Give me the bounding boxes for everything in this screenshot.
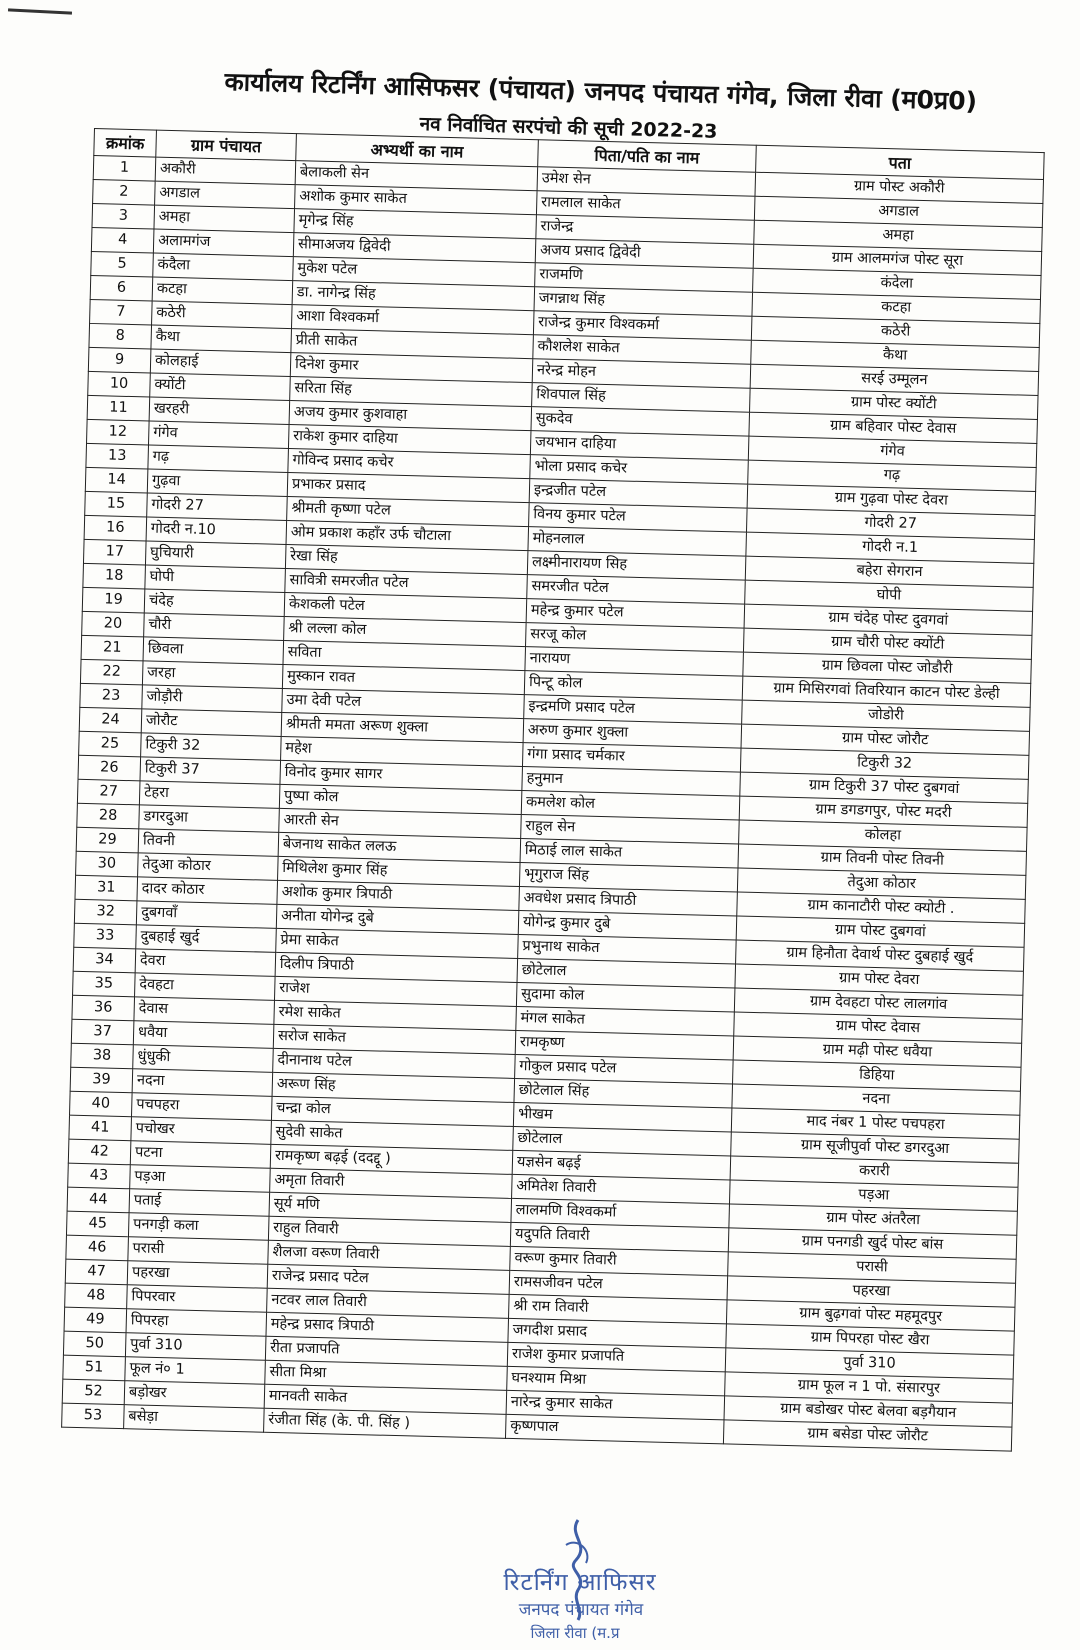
cell-address: ग्राम पिपरहा पोस्ट खैरा [726, 1324, 1015, 1355]
cell-address: गढ़ [748, 460, 1037, 491]
cell-address: ग्राम पनगडी खुर्द पोस्ट बांस [728, 1228, 1017, 1259]
cell-serial: 38 [71, 1043, 134, 1069]
cell-serial: 50 [63, 1331, 126, 1357]
cell-serial: 12 [87, 419, 150, 445]
cell-serial: 33 [74, 923, 137, 949]
cell-gram-panchayat: कठेरी [152, 301, 293, 329]
sarpanch-table-wrapper [61, 128, 1044, 1452]
cell-address: कटहा [752, 292, 1041, 323]
cell-gram-panchayat: कोलहाई [150, 349, 291, 377]
cell-gram-panchayat: गंगेव [148, 421, 289, 449]
header-gram-panchayat: ग्राम पंचायत [156, 130, 297, 161]
cell-gram-panchayat: गढ़ [148, 445, 289, 473]
cell-father-husband-name: विनय कुमार पटेल [529, 503, 748, 533]
cell-address: बहेरा सेगरान [745, 556, 1034, 587]
cell-candidate-name: रीता प्रजापति [265, 1336, 508, 1366]
cell-candidate-name: दीनानाथ पटेल [273, 1048, 516, 1078]
cell-candidate-name: मुकेश पटेल [293, 257, 536, 287]
cell-address: ग्राम गुढ़वा पोस्ट देवरा [747, 484, 1036, 515]
cell-address: गोदरी न.1 [746, 532, 1035, 563]
cell-father-husband-name: इन्द्रजीत पटेल [529, 479, 748, 509]
stamp-designation: रिटर्निंग आफिसर [503, 1568, 657, 1596]
cell-gram-panchayat: अकौरी [155, 157, 296, 185]
cell-address: अगडाल [754, 196, 1043, 227]
cell-father-husband-name: महेन्द्र कुमार पटेल [526, 599, 745, 629]
cell-father-husband-name: जयभान दाहिया [530, 431, 749, 461]
cell-serial: 9 [88, 347, 151, 373]
cell-serial: 8 [89, 323, 152, 349]
cell-address: ग्राम डगडगपुर, पोस्ट मदरी [739, 796, 1028, 827]
cell-serial: 49 [64, 1307, 127, 1333]
cell-address: ग्राम हिनौता देवार्थ पोस्ट दुबहाई खुर्द [736, 940, 1025, 971]
cell-father-husband-name: भृगुराज सिंह [519, 863, 738, 893]
cell-serial: 40 [70, 1091, 133, 1117]
cell-candidate-name: राजेश [274, 976, 517, 1006]
cell-father-husband-name: अजय प्रसाद द्विवेदी [535, 239, 754, 269]
cell-candidate-name: राजेन्द्र प्रसाद पटेल [267, 1264, 510, 1294]
cell-serial: 30 [76, 851, 139, 877]
cell-serial: 14 [85, 467, 148, 493]
cell-serial: 45 [66, 1211, 129, 1237]
cell-candidate-name: श्री लल्ला कोल [284, 616, 527, 646]
cell-gram-panchayat: पताई [129, 1189, 270, 1217]
cell-address: ग्राम टिकुरी 37 पोस्ट दुबगवां [740, 772, 1029, 803]
header-candidate-name: अभ्यर्थी का नाम [296, 134, 539, 167]
cell-father-husband-name: रामलाल साकेत [536, 191, 755, 221]
cell-candidate-name: आशा विश्वकर्मा [291, 305, 534, 335]
cell-address: ग्राम मढ़ी पोस्ट धवैया [733, 1036, 1022, 1067]
cell-father-husband-name: अमितेश तिवारी [512, 1174, 731, 1204]
cell-candidate-name: उमा देवी पटेल [282, 688, 525, 718]
cell-gram-panchayat: परासी [128, 1237, 269, 1265]
cell-serial: 6 [90, 275, 153, 301]
cell-serial: 53 [62, 1403, 125, 1429]
cell-candidate-name: सविता [283, 640, 526, 670]
cell-address: अमहा [754, 220, 1043, 251]
cell-serial: 35 [73, 971, 136, 997]
cell-father-husband-name: यदुपति तिवारी [510, 1222, 729, 1252]
cell-candidate-name: महेन्द्र प्रसाद त्रिपाठी [266, 1312, 509, 1342]
cell-address: कैथा [751, 340, 1040, 371]
cell-candidate-name: प्रीती साकेत [291, 329, 534, 359]
cell-address: ग्राम पोस्ट देवास [734, 1012, 1023, 1043]
cell-address: ग्राम मिसिरगवां तिवरियान काटन पोस्ट डेल्ही [742, 676, 1031, 707]
cell-serial: 32 [74, 899, 137, 925]
cell-serial: 36 [72, 995, 135, 1021]
cell-gram-panchayat: अलामगंज [153, 229, 294, 257]
cell-candidate-name: रेखा सिंह [285, 544, 528, 574]
cell-gram-panchayat: दुबगवाँ [136, 901, 277, 929]
cell-father-husband-name: इन्द्रमणि प्रसाद पटेल [524, 695, 743, 725]
cell-candidate-name: मृगेन्द्र सिंह [294, 209, 537, 239]
cell-serial: 29 [76, 827, 139, 853]
cell-candidate-name: श्रीमती कृष्णा पटेल [287, 497, 530, 527]
cell-candidate-name: श्रीमती ममता अरूण शुक्ला [281, 712, 524, 742]
cell-serial: 18 [83, 563, 146, 589]
cell-father-husband-name: राहुल सेन [521, 815, 740, 845]
cell-address: ग्राम फूल न 1 पो. संसारपुर [725, 1372, 1014, 1403]
header-address: पता [756, 145, 1045, 179]
cell-father-husband-name: गंगा प्रसाद चर्मकार [522, 743, 741, 773]
cell-address: घोपी [745, 580, 1034, 611]
cell-address: टिकुरी 32 [740, 748, 1029, 779]
cell-address: परासी [728, 1252, 1017, 1283]
cell-candidate-name: ओम प्रकाश कहाँर उर्फ चौटाला [286, 521, 529, 551]
cell-address: नदना [732, 1084, 1021, 1115]
cell-address: माद नंबर 1 पोस्ट पचपहरा [731, 1108, 1020, 1139]
cell-candidate-name: अशोक कुमार साकेत [295, 185, 538, 215]
cell-gram-panchayat: टेहरा [139, 781, 280, 809]
stamp-district: जिला रीवा (म.प्र [530, 1624, 620, 1642]
cell-candidate-name: अशोक कुमार त्रिपाठी [277, 880, 520, 910]
cell-father-husband-name: अरुण कुमार शुक्ला [523, 719, 742, 749]
cell-gram-panchayat: पिपरवार [127, 1285, 268, 1313]
cell-father-husband-name: योगेन्द्र कुमार दुबे [518, 911, 737, 941]
cell-father-husband-name: गोकुल प्रसाद पटेल [515, 1054, 734, 1084]
cell-father-husband-name: मोहनलाल [528, 527, 747, 557]
cell-father-husband-name: नरेन्द्र मोहन [532, 359, 751, 389]
cell-father-husband-name: प्रभुनाथ साकेत [518, 934, 737, 964]
cell-father-husband-name: छोटेलाल सिंह [514, 1078, 733, 1108]
cell-serial: 48 [65, 1283, 128, 1309]
cell-serial: 20 [82, 611, 145, 637]
cell-father-husband-name: राजेन्द्र [536, 215, 755, 245]
cell-address: जोडोरी [742, 700, 1031, 731]
cell-serial: 47 [65, 1259, 128, 1285]
cell-gram-panchayat: धवैया [133, 1021, 274, 1049]
cell-address: ग्राम सूजीपुर्वा पोस्ट डगरदुआ [731, 1132, 1020, 1163]
cell-address: गंगेव [748, 436, 1037, 467]
cell-father-husband-name: रामसजीवन पटेल [509, 1270, 728, 1300]
cell-address: कठेरी [751, 316, 1040, 347]
cell-address: ग्राम पोस्ट जोरौट [741, 724, 1030, 755]
cell-father-husband-name: श्री राम तिवारी [509, 1294, 728, 1324]
cell-candidate-name: राकेश कुमार दाहिया [288, 425, 531, 455]
cell-candidate-name: सावित्री समरजीत पटेल [285, 568, 528, 598]
cell-address: करारी [730, 1156, 1019, 1187]
cell-father-husband-name: छोटेलाल [517, 958, 736, 988]
cell-gram-panchayat: पहरखा [127, 1261, 268, 1289]
cell-gram-panchayat: क्योंटी [150, 373, 291, 401]
cell-gram-panchayat: देवहटा [135, 973, 276, 1001]
cell-father-husband-name: छोटेलाल [513, 1126, 732, 1156]
cell-gram-panchayat: कंदैला [153, 253, 294, 281]
cell-candidate-name: सीता मिश्रा [265, 1360, 508, 1390]
document-subtitle: नव निर्वाचित सरपंचो की सूची 2022-23 [419, 112, 718, 143]
cell-candidate-name: अजय कुमार कुशवाहा [289, 401, 532, 431]
cell-serial: 52 [62, 1379, 125, 1405]
cell-address: ग्राम तिवनी पोस्ट तिवनी [738, 844, 1027, 875]
cell-address: तेदुआ कोठार [737, 868, 1026, 899]
cell-father-husband-name: कमलेश कोल [521, 791, 740, 821]
cell-serial: 2 [93, 179, 156, 205]
cell-candidate-name: सूर्य मणि [269, 1192, 512, 1222]
cell-gram-panchayat: फूल नं० 1 [125, 1357, 266, 1385]
cell-address: डिहिया [733, 1060, 1022, 1091]
cell-candidate-name: बेलाकली सेन [295, 161, 538, 191]
cell-candidate-name: चन्द्रा कोल [271, 1096, 514, 1126]
cell-serial: 10 [88, 371, 151, 397]
cell-gram-panchayat: छिवला [143, 637, 284, 665]
cell-candidate-name: अनीता योगेन्द्र दुबे [276, 904, 519, 934]
cell-gram-panchayat: जोड़ौरी [142, 685, 283, 713]
cell-serial: 13 [86, 443, 149, 469]
cell-candidate-name: डा. नागेन्द्र सिंह [292, 281, 535, 311]
cell-candidate-name: नटवर लाल तिवारी [267, 1288, 510, 1318]
cell-gram-panchayat: चौरी [144, 613, 285, 641]
cell-serial: 26 [78, 755, 141, 781]
cell-gram-panchayat: पटना [130, 1141, 271, 1169]
cell-father-husband-name: यज्ञसेन बढ़ई [512, 1150, 731, 1180]
cell-father-husband-name: जगन्नाथ सिंह [534, 287, 753, 317]
cell-father-husband-name: नारायण [525, 647, 744, 677]
header-father-husband-name: पिता/पति का नाम [538, 140, 757, 173]
cell-father-husband-name: अवधेश प्रसाद त्रिपाठी [519, 887, 738, 917]
cell-candidate-name: सरिता सिंह [290, 377, 533, 407]
cell-serial: 43 [68, 1163, 131, 1189]
cell-address: पड़आ [729, 1180, 1018, 1211]
cell-serial: 24 [79, 707, 142, 733]
cell-gram-panchayat: गोदरी न.10 [146, 517, 287, 545]
cell-gram-panchayat: गोदरी 27 [147, 493, 288, 521]
cell-candidate-name: महेश [281, 736, 524, 766]
cell-gram-panchayat: बड़ोखर [124, 1381, 265, 1409]
cell-serial: 46 [66, 1235, 129, 1261]
cell-father-husband-name: वरूण कुमार तिवारी [510, 1246, 729, 1276]
cell-gram-panchayat: अमहा [154, 205, 295, 233]
cell-father-husband-name: राजमणि [535, 263, 754, 293]
cell-candidate-name: प्रभाकर प्रसाद [287, 473, 530, 503]
cell-address: ग्राम बुढ़गवां पोस्ट महमूदपुर [726, 1300, 1015, 1331]
cell-father-husband-name: शिवपाल सिंह [532, 383, 751, 413]
cell-candidate-name: रंजीता सिंह (के. पी. सिंह ) [264, 1408, 507, 1438]
cell-father-husband-name: सुदामा कोल [516, 982, 735, 1012]
cell-gram-panchayat: गुढ़वा [147, 469, 288, 497]
cell-father-husband-name: नारेन्द्र कुमार साकेत [506, 1390, 725, 1420]
cell-father-husband-name: उमेश सेन [537, 167, 756, 197]
cell-address: ग्राम छिवला पोस्ट जोडौरी [743, 652, 1032, 683]
cell-serial: 25 [79, 731, 142, 757]
cell-serial: 19 [82, 587, 145, 613]
cell-address: कंदेला [753, 268, 1042, 299]
cell-gram-panchayat: पचपहरा [131, 1093, 272, 1121]
cell-candidate-name: गोविन्द प्रसाद कचेर [288, 449, 531, 479]
cell-candidate-name: राहुल तिवारी [268, 1216, 511, 1246]
cell-candidate-name: अरूण सिंह [272, 1072, 515, 1102]
cell-serial: 22 [80, 659, 143, 685]
cell-gram-panchayat: धुंधुकी [133, 1045, 274, 1073]
cell-gram-panchayat: पुर्वा 310 [125, 1333, 266, 1361]
cell-gram-panchayat: पड़आ [130, 1165, 271, 1193]
cell-gram-panchayat: बसेड़ा [124, 1405, 265, 1433]
cell-serial: 37 [71, 1019, 134, 1045]
cell-address: ग्राम पोस्ट क्योंटी [750, 388, 1039, 419]
cell-father-husband-name: कृष्णपाल [505, 1414, 724, 1444]
cell-candidate-name: केशकली पटेल [284, 592, 527, 622]
cell-address: ग्राम पोस्ट अकौरी [755, 172, 1044, 203]
cell-gram-panchayat: नदना [132, 1069, 273, 1097]
cell-gram-panchayat: टिकुरी 32 [141, 733, 282, 761]
cell-address: ग्राम आलमगंज पोस्ट सूरा [753, 244, 1042, 275]
cell-serial: 1 [93, 156, 156, 182]
cell-gram-panchayat: जरहा [142, 661, 283, 689]
cell-gram-panchayat: दुबहाई खुर्द [136, 925, 277, 953]
cell-father-husband-name: राजेन्द्र कुमार विश्वकर्मा [533, 311, 752, 341]
cell-gram-panchayat: कैथा [151, 325, 292, 353]
cell-father-husband-name: भोला प्रसाद कचेर [530, 455, 749, 485]
cell-gram-panchayat: पचोखर [131, 1117, 272, 1145]
cell-address: गोदरी 27 [746, 508, 1035, 539]
cell-serial: 42 [68, 1139, 131, 1165]
cell-gram-panchayat: कटहा [152, 277, 293, 305]
cell-candidate-name: प्रेमा साकेत [276, 928, 519, 958]
cell-candidate-name: दिनेश कुमार [290, 353, 533, 383]
cell-serial: 41 [69, 1115, 132, 1141]
cell-candidate-name: विनोद कुमार सागर [280, 760, 523, 790]
cell-address: कोलहा [739, 820, 1028, 851]
cell-candidate-name: बेजनाथ साकेत ललऊ [278, 832, 521, 862]
cell-address: ग्राम पोस्ट दुबगवां [736, 916, 1025, 947]
table-body [62, 156, 1044, 1452]
cell-father-husband-name: हनुमान [522, 767, 741, 797]
cell-gram-panchayat: तिवनी [138, 829, 279, 857]
cell-serial: 7 [90, 299, 153, 325]
cell-address: सरई उम्मूलन [750, 364, 1039, 395]
cell-gram-panchayat: खरहरी [149, 397, 290, 425]
cell-father-husband-name: भीखम [513, 1102, 732, 1132]
cell-candidate-name: शैलजा वरूण तिवारी [268, 1240, 511, 1270]
cell-address: ग्राम बसेडा पोस्ट जोरौट [723, 1420, 1012, 1451]
cell-address: ग्राम पोस्ट देवरा [735, 964, 1024, 995]
cell-gram-panchayat: देवरा [135, 949, 276, 977]
cell-father-husband-name: कौशलेश साकेत [533, 335, 752, 365]
cell-gram-panchayat: पिपरहा [126, 1309, 267, 1337]
cell-father-husband-name: जगदीश प्रसाद [508, 1318, 727, 1348]
cell-father-husband-name: मंगल साकेत [516, 1006, 735, 1036]
cell-serial: 51 [63, 1355, 126, 1381]
cell-father-husband-name: सुकदेव [531, 407, 750, 437]
cell-father-husband-name: पिन्टू कोल [524, 671, 743, 701]
cell-address: ग्राम चौरी पोस्ट क्योंटी [743, 628, 1032, 659]
cell-address: पहरखा [727, 1276, 1016, 1307]
cell-serial: 4 [91, 227, 154, 253]
cell-serial: 16 [84, 515, 147, 541]
cell-father-husband-name: मिठाई लाल साकेत [520, 839, 739, 869]
cell-candidate-name: सीमाअजय द्विवेदी [293, 233, 536, 263]
cell-candidate-name: अमृता तिवारी [270, 1168, 513, 1198]
stamp-office: जनपद पंचायत गंगेव [518, 1600, 644, 1620]
cell-gram-panchayat: जोरौट [141, 709, 282, 737]
cell-address: ग्राम चंदेह पोस्ट दुवगवां [744, 604, 1033, 635]
cell-gram-panchayat: देवास [134, 997, 275, 1025]
cell-serial: 23 [80, 683, 143, 709]
cell-gram-panchayat: चंदेह [144, 589, 285, 617]
cell-father-husband-name: लालमणि विश्वकर्मा [511, 1198, 730, 1228]
cell-address: ग्राम कानाटौरी पोस्ट क्योटी . [737, 892, 1026, 923]
header-serial: क्रमांक [94, 129, 157, 158]
cell-gram-panchayat: डगरदुआ [139, 805, 280, 833]
cell-address: ग्राम देवहटा पोस्ट लालगांव [734, 988, 1023, 1019]
cell-candidate-name: सरोज साकेत [273, 1024, 516, 1054]
sarpanch-table [61, 128, 1045, 1452]
cell-gram-panchayat: अगडाल [155, 181, 296, 209]
cell-candidate-name: मिथिलेश कुमार सिंह [278, 856, 521, 886]
cell-serial: 27 [77, 779, 140, 805]
cell-gram-panchayat: दादर कोठार [137, 877, 278, 905]
cell-gram-panchayat: घुचियारी [145, 541, 286, 569]
cell-address: पुर्वा 310 [725, 1348, 1014, 1379]
cell-serial: 44 [67, 1187, 130, 1213]
cell-candidate-name: मानवती साकेत [264, 1384, 507, 1414]
cell-address: ग्राम पोस्ट अंतरैला [729, 1204, 1018, 1235]
cell-candidate-name: दिलीप त्रिपाठी [275, 952, 518, 982]
cell-serial: 15 [85, 491, 148, 517]
cell-serial: 39 [70, 1067, 133, 1093]
cell-serial: 17 [83, 539, 146, 565]
cell-serial: 21 [81, 635, 144, 661]
scan-mark [8, 8, 72, 14]
cell-serial: 28 [77, 803, 140, 829]
cell-gram-panchayat: घोपी [145, 565, 286, 593]
cell-father-husband-name: राजेश कुमार प्रजापति [507, 1342, 726, 1372]
cell-serial: 3 [92, 203, 155, 229]
cell-serial: 34 [73, 947, 136, 973]
cell-father-husband-name: लक्ष्मीनारायण सिह [527, 551, 746, 581]
cell-father-husband-name: रामकृष्ण [515, 1030, 734, 1060]
cell-candidate-name: रमेश साकेत [274, 1000, 517, 1030]
cell-gram-panchayat: तेदुआ कोठार [138, 853, 279, 881]
cell-gram-panchayat: टिकुरी 37 [140, 757, 281, 785]
cell-candidate-name: मुस्कान रावत [282, 664, 525, 694]
cell-candidate-name: पुष्पा कोल [279, 784, 522, 814]
cell-serial: 31 [75, 875, 138, 901]
returning-officer-stamp [470, 1515, 730, 1645]
cell-father-husband-name: समरजीत पटेल [527, 575, 746, 605]
cell-candidate-name: रामकृष्ण बढ़ई (ददद्दू ) [270, 1144, 513, 1174]
cell-serial: 11 [87, 395, 150, 421]
cell-gram-panchayat: पनगड़ी कला [128, 1213, 269, 1241]
cell-candidate-name: सुदेवी साकेत [271, 1120, 514, 1150]
cell-address: ग्राम बडोखर पोस्ट बेलवा बड़गैयान [724, 1396, 1013, 1427]
cell-candidate-name: आरती सेन [279, 808, 522, 838]
cell-serial: 5 [91, 251, 154, 277]
cell-address: ग्राम बहिवार पोस्ट देवास [749, 412, 1038, 443]
cell-father-husband-name: घनश्याम मिश्रा [507, 1366, 726, 1396]
document-title: कार्यालय रिटर्निंग आसिफसर (पंचायत) जनपद पंचायत गंगेव, जिला रीवा (म0प्र0) [224, 66, 978, 116]
cell-father-husband-name: सरजू कोल [526, 623, 745, 653]
